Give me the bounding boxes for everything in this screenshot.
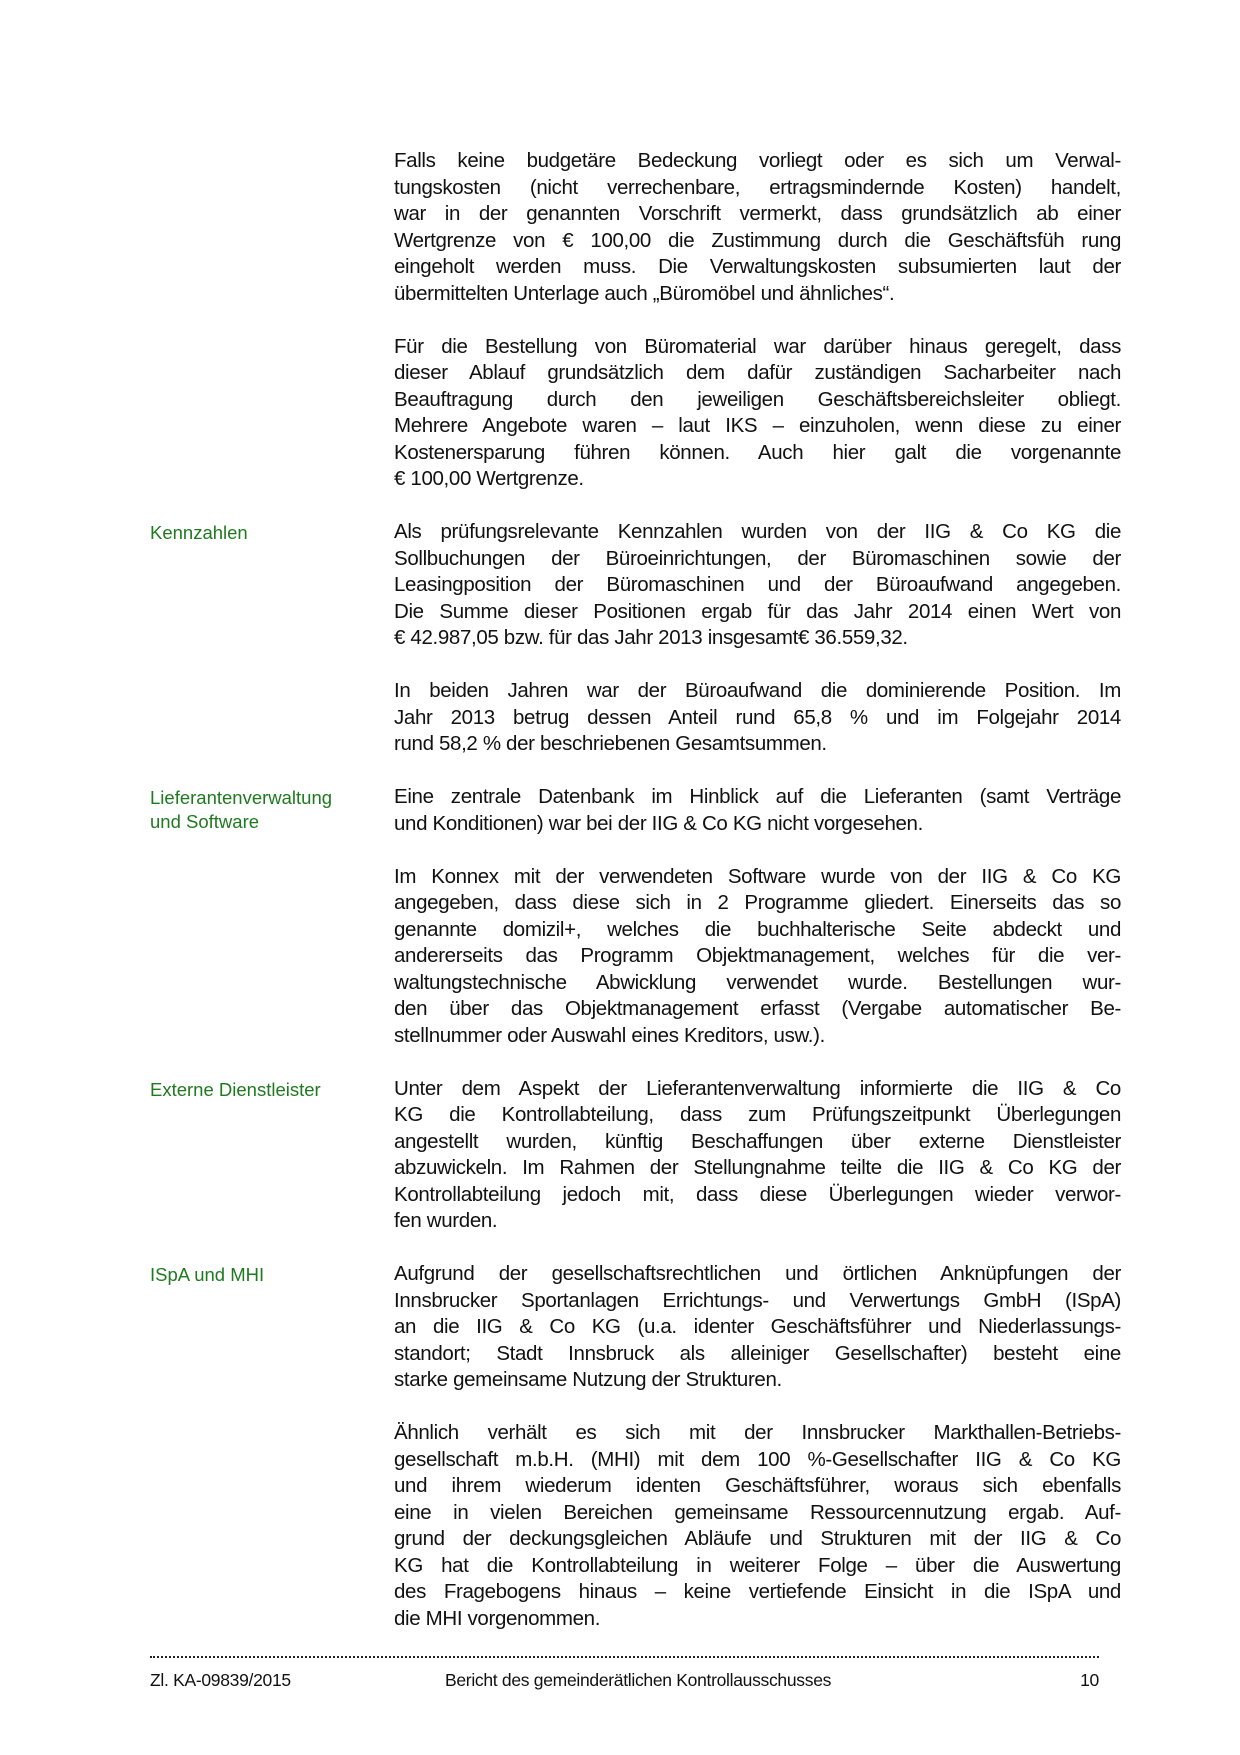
margin-heading-line: Lieferantenverwaltung <box>150 787 333 808</box>
page-number: 10 <box>1080 1670 1099 1690</box>
text-line: gesellschaft m.b.H. (MHI) mit dem 100 %-Gesellschafter IIG & Co KG <box>394 1447 1121 1471</box>
paragraph <box>394 1420 1121 1632</box>
page-footer <box>150 1670 1099 1691</box>
margin-heading <box>150 148 394 519</box>
text-line: Aufgrund der gesellschaftsrechtlichen und örtlichen Anknüpfungen der <box>394 1262 1121 1285</box>
text-column <box>394 1076 1121 1262</box>
text-line: eine in vielen Bereichen gemeinsame Ressourcennutzung ergab. Auf- <box>394 1500 1121 1524</box>
text-line: die MHI vorgenommen. <box>394 1606 601 1630</box>
text-line: und Konditionen) war bei der IIG & Co KG nicht vorgesehen. <box>394 811 923 835</box>
text-line: Falls keine budgetäre Bedeckung vorliegt oder es sich um Verwal- <box>394 149 1121 172</box>
text-line: dieser Ablauf grundsätzlich dem dafür zuständigen Sacharbeiter nach <box>394 361 1121 384</box>
text-column <box>394 784 1121 1076</box>
text-line: Für die Bestellung von Büromaterial war darüber hinaus geregelt, dass <box>394 334 1121 358</box>
paragraph <box>394 864 1121 1050</box>
section <box>150 519 1121 784</box>
margin-heading-line: ISpA und MHI <box>150 1264 265 1285</box>
text-line: Beauftragung durch den jeweiligen Geschäftsbereichsleiter obliegt. <box>394 387 1121 411</box>
text-line: standort; Stadt Innsbruck als alleiniger Gesellschafter) besteht eine <box>394 1341 1121 1365</box>
paragraph <box>394 1261 1121 1394</box>
text-line: Eine zentrale Datenbank im Hinblick auf die Lieferanten (samt Verträge <box>394 785 1121 808</box>
text-line: grund der deckungsgleichen Abläufe und Strukturen mit der IIG & Co <box>394 1527 1121 1550</box>
text-line: an die IIG & Co KG (u.a. identer Geschäftsführer und Niederlassungs- <box>394 1315 1121 1338</box>
text-line: war in der genannten Vorschrift vermerkt, dass grundsätzlich ab einer <box>394 202 1121 225</box>
text-line: Kontrollabteilung jedoch mit, dass diese Überlegungen wieder verwor- <box>394 1182 1121 1206</box>
text-line: eingeholt werden muss. Die Verwaltungskosten subsumierten laut der <box>394 255 1121 278</box>
text-line: Sollbuchungen der Büroeinrichtungen, der Büromaschinen sowie der <box>394 546 1121 570</box>
text-line: Unter dem Aspekt der Lieferantenverwaltung informierte die IIG & Co <box>394 1076 1121 1100</box>
text-line: rund 58,2 % der beschriebenen Gesamtsummen. <box>394 732 827 755</box>
text-line: angestellt wurden, künftig Beschaffungen über externe Dienstleister <box>394 1129 1121 1153</box>
text-line: Leasingposition der Büromaschinen und der Büroaufwand angegeben. <box>394 573 1121 596</box>
paragraph <box>394 334 1121 493</box>
margin-heading-line: Externe Dienstleister <box>150 1078 321 1100</box>
section <box>150 1261 1121 1659</box>
footer-title: Bericht des gemeinderätlichen Kontrollausschusses <box>445 1670 832 1690</box>
text-line: genannte domizil+, welches die buchhalterische Seite abdeckt und <box>394 917 1121 941</box>
text-line: starke gemeinsame Nutzung der Strukturen. <box>394 1368 782 1391</box>
text-line: € 100,00 Wertgrenze. <box>394 467 584 490</box>
text-line: stellnummer oder Auswahl eines Kreditors, usw.). <box>394 1023 825 1047</box>
section <box>150 1076 1121 1262</box>
text-line: Die Summe dieser Positionen ergab für das Jahr 2014 einen Wert von <box>394 599 1121 623</box>
text-line: Wertgrenze von € 100,00 die Zustimmung durch die Geschäftsfüh rung <box>394 228 1121 252</box>
paragraph <box>394 519 1121 652</box>
text-line: Mehrere Angebote waren – laut IKS – einzuholen, wenn diese zu einer <box>394 414 1121 437</box>
text-line: € 42.987,05 bzw. für das Jahr 2013 insgesamt€ 36.559,32. <box>394 626 908 649</box>
text-line: Als prüfungsrelevante Kennzahlen wurden von der IIG & Co KG die <box>394 520 1121 543</box>
text-line: tungskosten (nicht verrechenbare, ertragsmindernde Kosten) handelt, <box>394 175 1121 199</box>
section <box>150 148 1121 519</box>
text-line: des Fragebogens hinaus – keine vertiefende Einsicht in die ISpA und <box>394 1580 1121 1603</box>
margin-heading <box>150 1076 394 1262</box>
text-line: Jahr 2013 betrug dessen Anteil rund 65,8 % und im Folgejahr 2014 <box>394 705 1121 729</box>
text-column <box>394 1261 1121 1659</box>
text-line: In beiden Jahren war der Büroaufwand die dominierende Position. Im <box>394 679 1121 702</box>
text-line: Innsbrucker Sportanlagen Errichtungs- und Verwertungs GmbH (ISpA) <box>394 1288 1121 1312</box>
margin-heading <box>150 1261 394 1659</box>
text-column <box>394 148 1121 519</box>
text-line: KG die Kontrollabteilung, dass zum Prüfungszeitpunkt Überlegungen <box>394 1103 1121 1126</box>
text-line: Kostenersparung führen können. Auch hier galt die vorgenannte <box>394 440 1121 464</box>
paragraph <box>394 1076 1121 1235</box>
text-line: angegeben, dass diese sich in 2 Programme gliedert. Einerseits das so <box>394 891 1121 914</box>
text-line: andererseits das Programm Objektmanagement, welches für die ver- <box>394 944 1121 967</box>
paragraph <box>394 784 1121 837</box>
footer-reference: Zl. KA-09839/2015 <box>150 1670 291 1690</box>
text-line: und ihrem wiederum identen Geschäftsführer, woraus sich ebenfalls <box>394 1474 1121 1497</box>
margin-heading <box>150 784 394 1076</box>
text-column <box>394 519 1121 784</box>
margin-heading <box>150 519 394 784</box>
text-line: den über das Objektmanagement erfasst (Vergabe automatischer Be- <box>394 997 1121 1020</box>
paragraph <box>394 148 1121 307</box>
text-line: Ähnlich verhält es sich mit der Innsbrucker Markthallen-Betriebs- <box>394 1421 1121 1444</box>
margin-heading-line: und Software <box>150 810 260 832</box>
section <box>150 784 1121 1076</box>
text-line: fen wurden. <box>394 1209 498 1232</box>
text-line: KG hat die Kontrollabteilung in weiterer Folge – über die Auswertung <box>394 1553 1121 1577</box>
text-line: übermittelten Unterlage auch „Büromöbel und ähnliches“. <box>394 281 895 305</box>
text-line: Im Konnex mit der verwendeten Software wurde von der IIG & Co KG <box>394 864 1121 888</box>
text-line: waltungstechnische Abwicklung verwendet wurde. Bestellungen wur- <box>394 970 1121 994</box>
paragraph <box>394 678 1121 758</box>
footer-divider <box>150 1656 1099 1658</box>
document-body <box>150 148 1121 1659</box>
margin-heading-line: Kennzahlen <box>150 522 248 543</box>
text-line: abzuwickeln. Im Rahmen der Stellungnahme teilte die IIG & Co KG der <box>394 1156 1121 1179</box>
